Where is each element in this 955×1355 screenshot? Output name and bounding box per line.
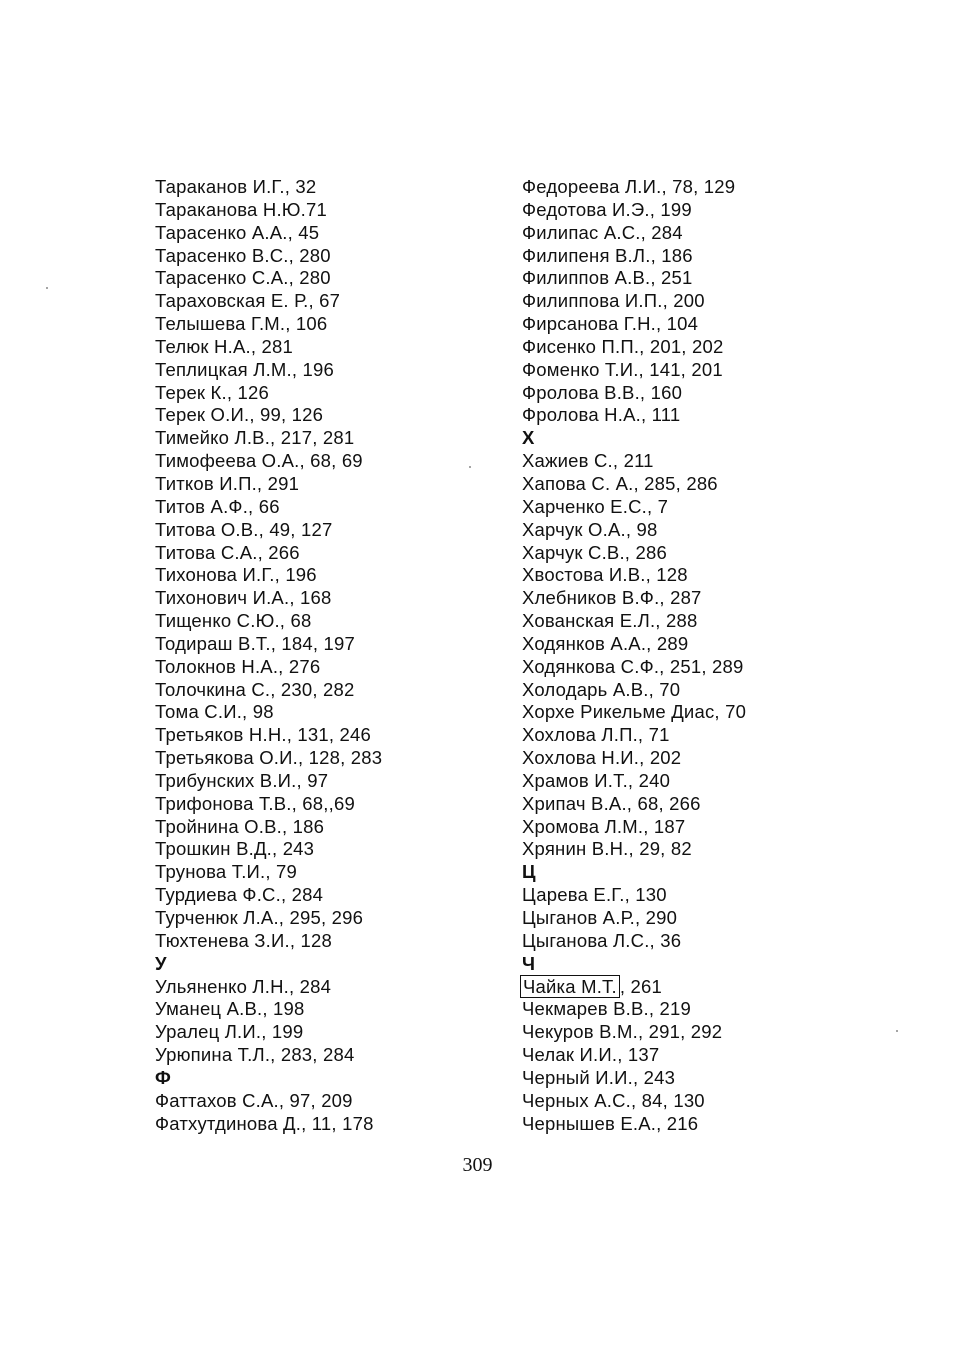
index-entry: Цыганов А.Р., 290 <box>522 907 678 928</box>
index-letter-heading: Ф <box>155 1066 171 1088</box>
index-entry: Тихонова И.Г., 196 <box>155 564 317 586</box>
index-entry: Третьяков Н.Н., 131, 246 <box>155 724 372 746</box>
index-entry: Хохлова Н.И., 202 <box>522 747 682 769</box>
index-entry: Федореева Л.И., 78, 129 <box>522 176 736 197</box>
index-entry: Терек К., 126 <box>155 381 270 403</box>
index-entry: Титов А.Ф., 66 <box>155 495 280 517</box>
index-entry: Теплицкая Л.М., 196 <box>155 358 335 380</box>
index-entry: Храмов И.Т., 240 <box>522 769 671 791</box>
index-entry: Харчук С.В., 286 <box>522 541 667 563</box>
index-entry: Ходянков А.А., 289 <box>522 632 689 654</box>
index-entry: Фролова Н.А., 111 <box>522 404 681 426</box>
index-entry: Черных А.С., 84, 130 <box>522 1089 705 1111</box>
index-column-right <box>522 176 822 1135</box>
entry-pages: , 261 <box>619 975 662 997</box>
index-entry: Тодираш В.Т., 184, 197 <box>155 632 355 654</box>
index-entry: Филиппов А.В., 251 <box>522 267 693 289</box>
index-entry: Хохлова Л.П., 71 <box>522 724 670 746</box>
index-entry: Ульяненко Л.Н., 284 <box>155 975 332 997</box>
index-entry: Фаттахов С.А., 97, 209 <box>155 1089 353 1111</box>
index-entry: Харченко Е.С., 7 <box>522 495 669 517</box>
index-entry: Хорхе Рикельме Диас, 70 <box>522 701 747 723</box>
index-entry: Хрянин В.Н., 29, 82 <box>522 838 692 860</box>
index-entry: Тихонович И.А., 168 <box>155 587 332 609</box>
index-entry: Тарасенко В.С., 280 <box>155 244 331 266</box>
index-entry: Хапова С. А., 285, 286 <box>522 472 718 494</box>
index-entry: Тройнина О.В., 186 <box>155 815 325 837</box>
index-entry: Филипеня В.Л., 186 <box>522 244 693 266</box>
index-entry: Титова С.А., 266 <box>155 541 300 563</box>
index-letter-heading: Х <box>522 427 535 449</box>
index-entry: Тарасенко С.А., 280 <box>155 267 331 289</box>
index-entry: Терек О.И., 99, 126 <box>155 404 324 426</box>
index-entry: Тараканов И.Г., 32 <box>155 176 317 197</box>
index-entry: Фатхутдинова Д., 11, 178 <box>155 1112 374 1134</box>
index-entry: Царева Е.Г., 130 <box>522 884 667 906</box>
index-entry: Хрипач В.А., 68, 266 <box>522 792 701 814</box>
index-entry: Черный И.И., 243 <box>522 1066 676 1088</box>
index-entry: Уманец А.В., 198 <box>155 998 305 1020</box>
index-letter-heading: У <box>155 952 167 974</box>
index-entry: Ходянкова С.Ф., 251, 289 <box>522 655 744 677</box>
index-entry: Хромова Л.М., 187 <box>522 815 686 837</box>
index-entry: Третьякова О.И., 128, 283 <box>155 747 383 769</box>
index-entry: Турдиева Ф.С., 284 <box>155 884 324 906</box>
index-entry: Толочкина С., 230, 282 <box>155 678 355 700</box>
index-entry: Тимейко Л.В., 217, 281 <box>155 427 355 449</box>
index-entry: Тимофеева О.А., 68, 69 <box>155 450 363 472</box>
index-entry: Челак И.И., 137 <box>522 1044 660 1066</box>
index-entry: Филиппова И.П., 200 <box>522 290 705 312</box>
index-entry <box>522 976 822 999</box>
index-entry: Фисенко П.П., 201, 202 <box>522 335 724 357</box>
index-entry: Цыганова Л.С., 36 <box>522 929 682 951</box>
index-entry: Уралец Л.И., 199 <box>155 1021 304 1043</box>
index-entry: Фоменко Т.И., 141, 201 <box>522 358 723 380</box>
index-entry: Хвостова И.В., 128 <box>522 564 688 586</box>
index-entry: Трунова Т.И., 79 <box>155 861 298 883</box>
index-entry: Тюхтенева З.И., 128 <box>155 929 333 951</box>
index-entry: Тарасенко А.А., 45 <box>155 221 320 243</box>
index-entry: Урюпина Т.Л., 283, 284 <box>155 1044 355 1066</box>
scan-speck <box>469 466 471 468</box>
index-entry: Фролова В.В., 160 <box>522 381 683 403</box>
index-entry: Хажиев С., 211 <box>522 450 654 472</box>
index-entry: Фирсанова Г.Н., 104 <box>522 313 699 335</box>
index-entry: Филипас А.С., 284 <box>522 221 683 243</box>
index-entry: Тищенко С.Ю., 68 <box>155 610 312 632</box>
index-letter-heading: Ц <box>522 861 536 883</box>
index-entry: Холодарь А.В., 70 <box>522 678 681 700</box>
index-column-left <box>155 176 475 1135</box>
index-entry: Тараканова Н.Ю.71 <box>155 198 327 220</box>
index-entry: Трифонова Т.В., 68,,69 <box>155 792 355 814</box>
index-entry: Тараховская Е. Р., 67 <box>155 290 341 312</box>
index-entry: Трошкин В.Д., 243 <box>155 838 315 860</box>
index-entry: Хованская Е.Л., 288 <box>522 610 698 632</box>
index-entry: Тома С.И., 98 <box>155 701 274 723</box>
index-entry: Харчук О.А., 98 <box>522 518 658 540</box>
index-entry: Чернышев Е.А., 216 <box>522 1112 699 1134</box>
index-entry: Хлебников В.Ф., 287 <box>522 587 702 609</box>
index-entry: Федотова И.Э., 199 <box>522 198 692 220</box>
index-entry: Турченюк Л.А., 295, 296 <box>155 907 364 928</box>
index-entry: Чекмарев В.В., 219 <box>522 998 691 1020</box>
index-entry: Телышева Г.М., 106 <box>155 313 328 335</box>
index-entry: Телюк Н.А., 281 <box>155 335 293 357</box>
scan-speck <box>46 287 48 289</box>
index-entry: Толокнов Н.А., 276 <box>155 655 321 677</box>
scan-speck <box>896 1030 898 1032</box>
highlighted-entry-name: Чайка М.Т. <box>520 975 620 998</box>
index-entry: Титова О.В., 49, 127 <box>155 518 333 540</box>
index-entry: Трибунских В.И., 97 <box>155 769 329 791</box>
index-letter-heading: Ч <box>522 952 536 974</box>
index-entry: Титков И.П., 291 <box>155 472 300 494</box>
page-number: 309 <box>462 1154 493 1176</box>
index-entry: Чекуров В.М., 291, 292 <box>522 1021 723 1043</box>
